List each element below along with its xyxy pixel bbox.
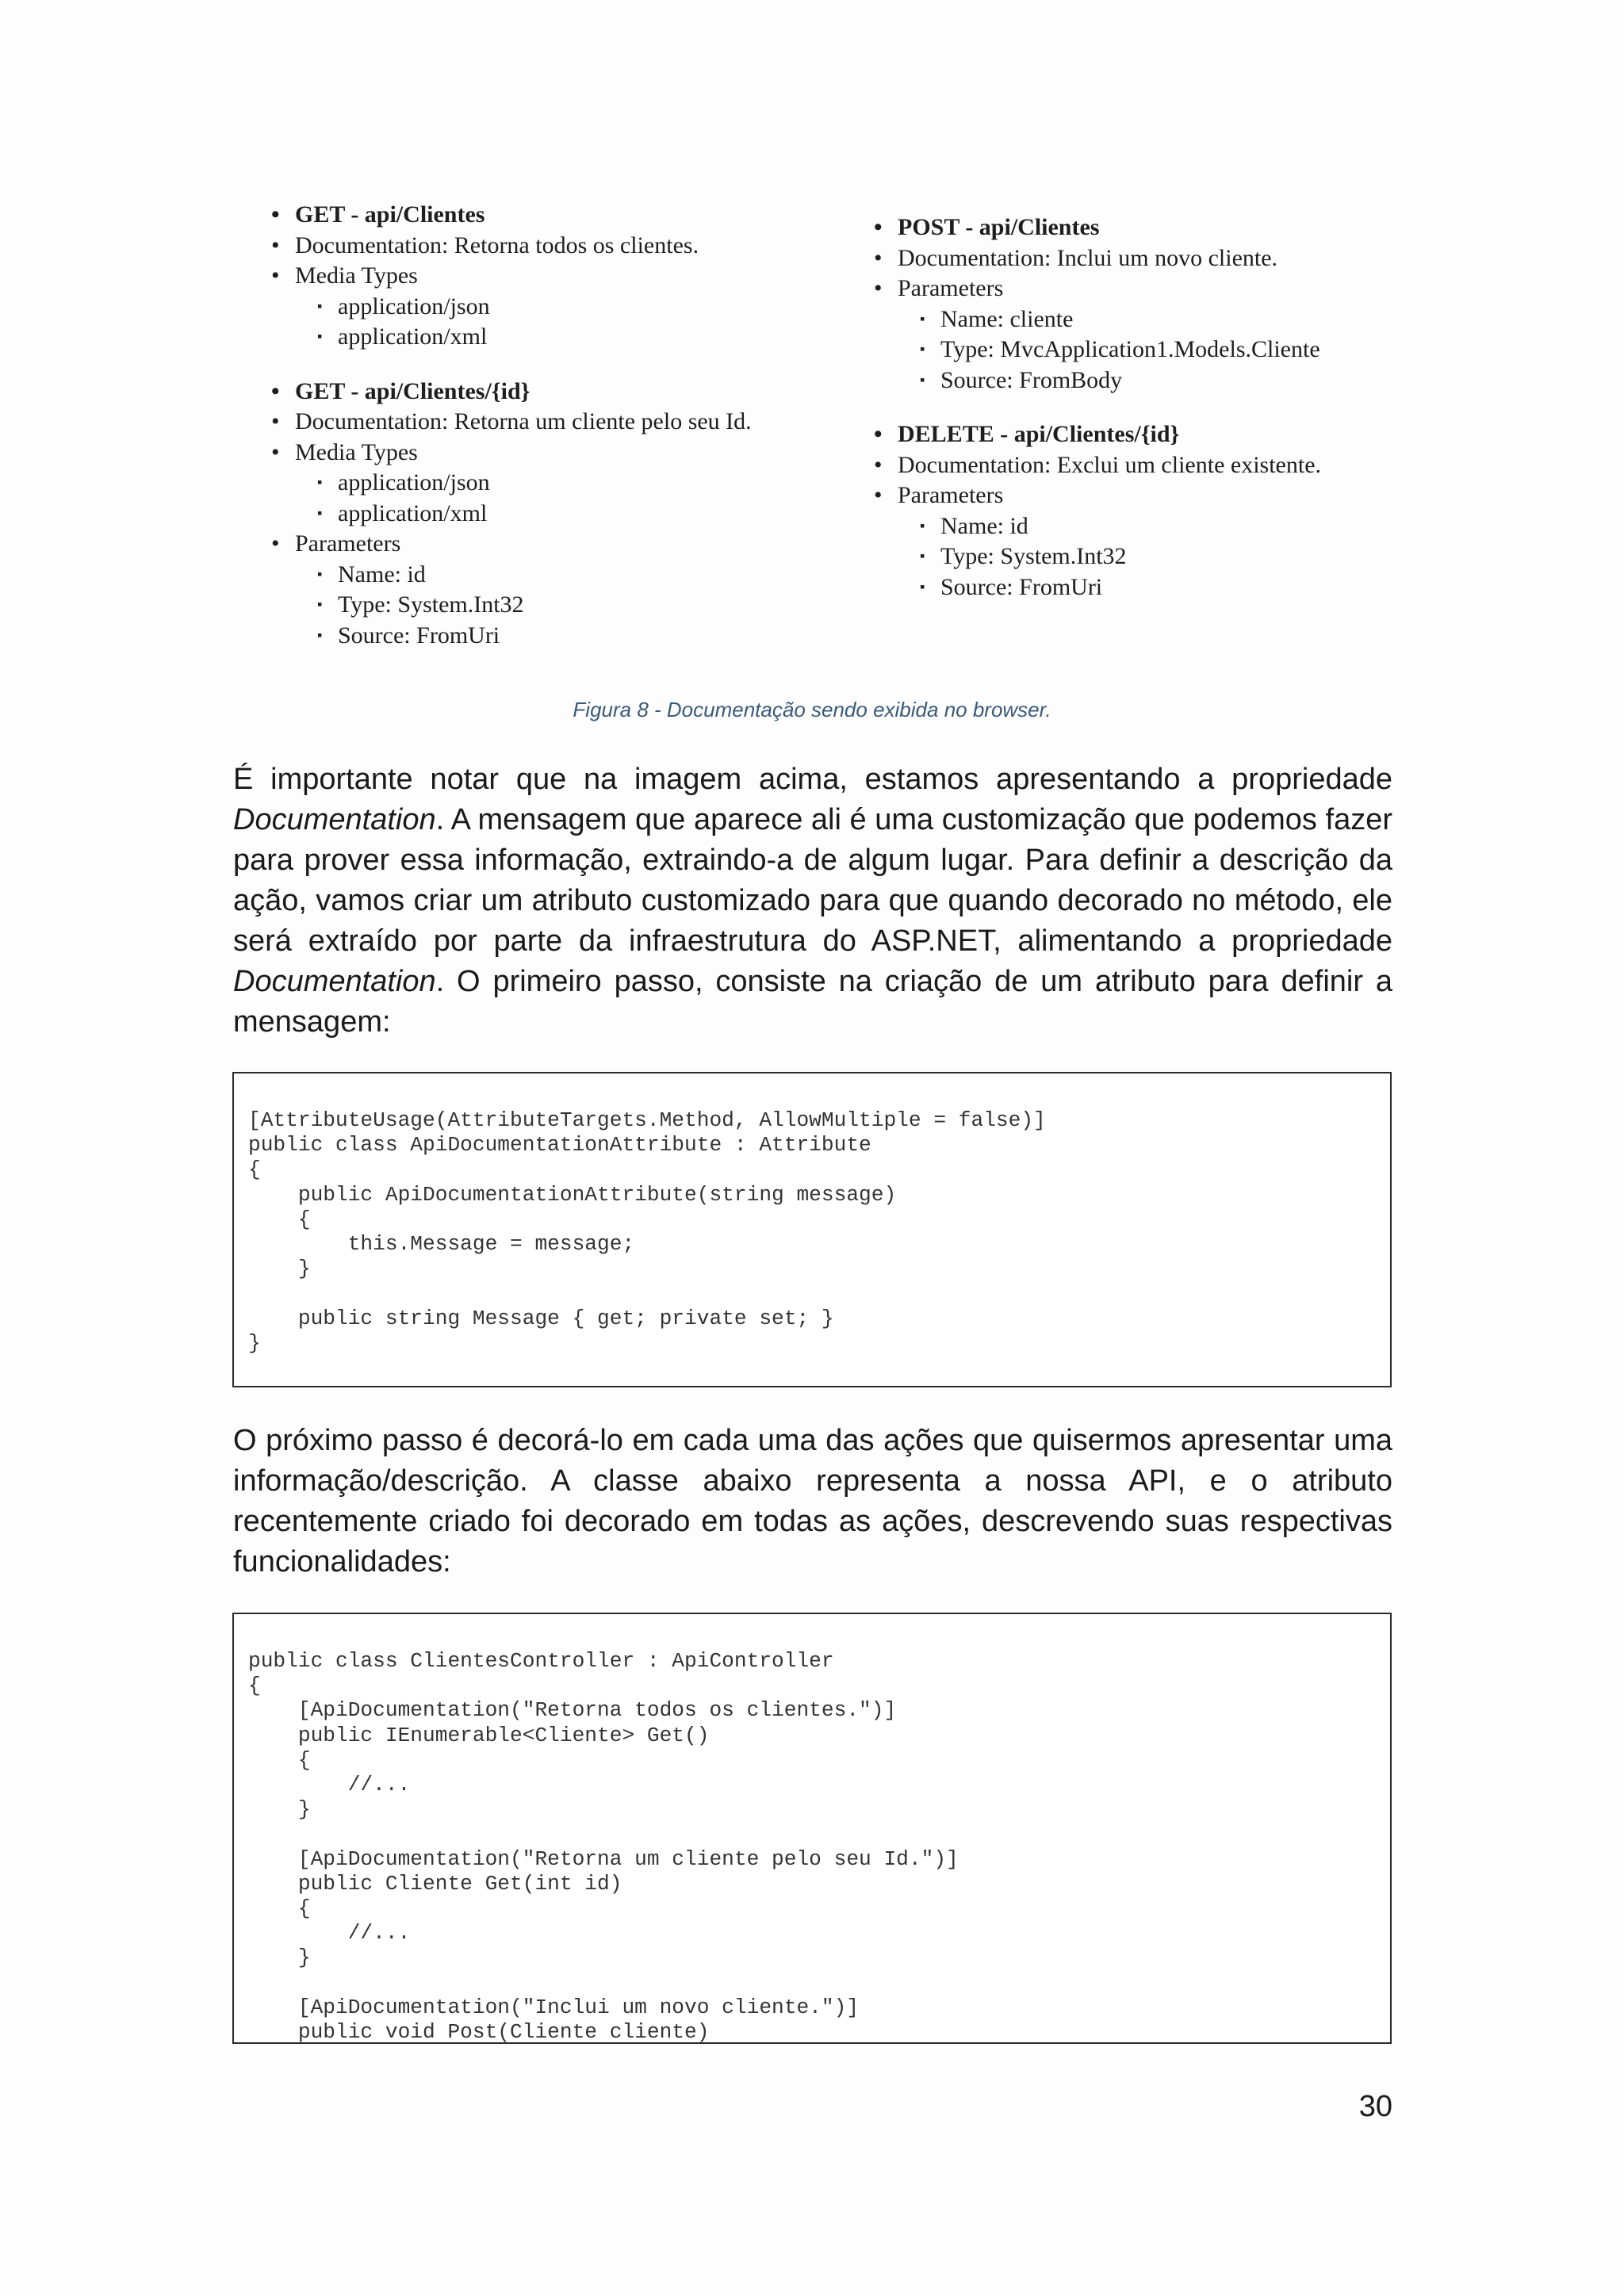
sub-list-item: ▪ Source: FromBody	[874, 365, 1397, 396]
sub-list-item: ▪ Type: MvcApplication1.Models.Cliente	[874, 335, 1397, 365]
list-item: • Media Types	[271, 261, 818, 292]
figure-left-column	[271, 200, 818, 651]
list-item: • Documentation: Exclui um cliente existente.	[874, 450, 1397, 481]
list-spacer	[874, 396, 1397, 419]
list-item: • GET - api/Clientes/{id}	[271, 377, 818, 408]
list-spacer	[271, 353, 818, 377]
list-item: • POST - api/Clientes	[874, 212, 1397, 243]
sub-list-item: ▪ application/xml	[271, 499, 818, 530]
page-number: 30	[1358, 2090, 1392, 2123]
sub-list-item: ▪ Source: FromUri	[874, 572, 1397, 603]
paragraph-text: É importante notar que na imagem acima, estamos apresentando a propriedade	[233, 763, 1392, 796]
figure-caption: Figura 8 - Documentação sendo exibida no browser.	[573, 698, 1051, 721]
code-block-attribute	[232, 1072, 1392, 1387]
list-item: • DELETE - api/Clientes/{id}	[874, 419, 1397, 450]
sub-list-item: ▪ application/xml	[271, 322, 818, 353]
figure-right-list	[874, 212, 1397, 603]
list-item: • Parameters	[874, 480, 1397, 511]
paragraph-text: . A mensagem que aparece ali é uma customização que podemos fazer para prover essa informação, extraindo-a de algum lugar. Para definir a descrição da ação, vamos criar um atributo customizado para que quando decorado no método, ele será extraído por parte da infraestrutura do ASP.NET, alimentando a propriedade	[233, 803, 1392, 958]
figure-right-column	[874, 212, 1397, 603]
list-item: • GET - api/Clientes	[271, 200, 818, 231]
emphasis-documentation: Documentation	[233, 803, 436, 836]
sub-list-item: ▪ Type: System.Int32	[271, 590, 818, 621]
code-listing: [AttributeUsage(AttributeTargets.Method, AllowMultiple = false)] public class ApiDocumentationAttribute : Attribute { public ApiDocumentationAttribute(string message) { this.Message = message; } public string Message { get; private set; } }	[248, 1108, 1046, 1355]
sub-list-item: ▪ Name: id	[271, 560, 818, 591]
list-item: • Parameters	[271, 529, 818, 560]
sub-list-item: ▪ Source: FromUri	[271, 621, 818, 652]
code-listing: public class ClientesController : ApiController { [ApiDocumentation("Retorna todos os clientes.")] public IEnumerable<Cliente> Get() { //... } [ApiDocumentation("Retorna um cliente pelo seu Id.")] public Cliente Get(int id) { //... } [ApiDocumentation("Inclui um novo cliente.")] public void Post(Cliente cliente)	[248, 1649, 959, 2044]
list-item: • Parameters	[874, 274, 1397, 304]
sub-list-item: ▪ Name: cliente	[874, 304, 1397, 335]
sub-list-item: ▪ Name: id	[874, 511, 1397, 542]
sub-list-item: ▪ Type: System.Int32	[874, 541, 1397, 572]
api-documentation-figure	[271, 200, 1397, 675]
list-item: • Documentation: Retorna um cliente pelo seu Id.	[271, 407, 818, 438]
body-paragraph-2: O próximo passo é decorá-lo em cada uma das ações que quisermos apresentar uma informação/descrição. A classe abaixo representa a nossa API, e o atributo recentemente criado foi decorado em todas as ações, descrevendo suas respectivas funcionalidades:	[233, 1424, 1392, 1578]
list-item: • Documentation: Retorna todos os clientes.	[271, 231, 818, 262]
emphasis-documentation: Documentation	[233, 965, 436, 998]
code-block-controller	[232, 1613, 1392, 2044]
list-item: • Documentation: Inclui um novo cliente.	[874, 243, 1397, 274]
figure-left-list	[271, 200, 818, 651]
sub-list-item: ▪ application/json	[271, 468, 818, 499]
paragraph-text: . O primeiro passo, consiste na criação de um atributo para definir a mensagem:	[233, 965, 1392, 1039]
list-item: • Media Types	[271, 438, 818, 469]
sub-list-item: ▪ application/json	[271, 292, 818, 323]
body-paragraph-1	[233, 760, 1392, 1043]
